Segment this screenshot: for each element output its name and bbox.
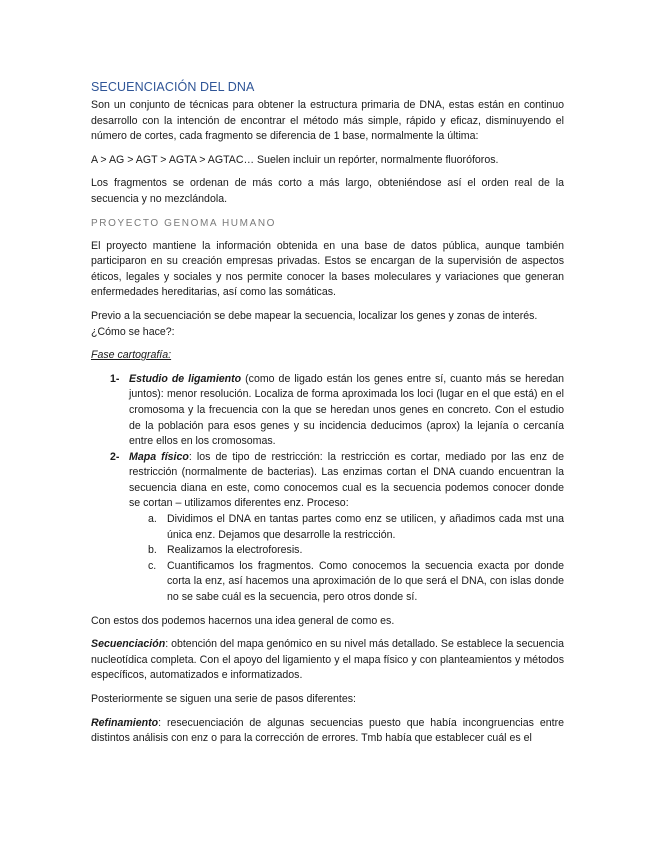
list-marker: 1- [110,372,120,385]
refinamiento-paragraph [91,716,564,747]
summary-paragraph: Con estos dos podemos hacernos una idea general de como es. [91,614,395,627]
sub-list-item [129,543,564,559]
phase-label [91,348,564,364]
refinamiento-term: Refinamiento [91,716,159,729]
sub-list-item [129,512,564,543]
phase-label-text: Fase cartografía: [91,349,172,362]
sequence-line: A > AG > AGT > AGTA > AGTAC… Suelen incluir un repórter, normalmente fluoróforos. [91,153,499,166]
steps-paragraph: Posteriormente se siguen una serie de pasos diferentes: [91,693,356,705]
intro-paragraph: Son un conjunto de técnicas para obtener la estructura primaria de DNA, estas están en continuo desarrollo con la intención de encontrar el método más simple, rápido y eficaz, disminuyendo el número de cortes, cada fragmento se diferencia de 1 base, normalmente la última: [91,99,564,143]
list-item [91,450,564,606]
sub-item-text: Dividimos el DNA en tantas partes como enz se utilicen, y añadimos cada mst una única enz. Dejamos que desarrolle la restricción. [167,513,564,541]
sub-marker: b. [148,544,157,557]
secuenciacion-term: Secuenciación [91,638,166,651]
sub-item-text: Realizamos la electroforesis. [167,544,303,557]
phase-list [91,372,564,606]
previo-paragraph: Previo a la secuenciación se debe mapear la secuencia, localizar los genes y zonas de interés. ¿Cómo se hace?: [91,309,538,338]
subheading: PROYECTO GENOMA HUMANO [91,217,277,229]
list-marker: 2- [110,450,120,463]
sub-list [129,512,564,606]
secuenciacion-paragraph [91,637,564,684]
item-text: : los de tipo de restricción: la restricción es cortar, mediado por las enz de restricción (normalmente de bacterias). Las enzimas cortan el DNA cuando encuentran la secuencia diana en este, como conocemos cual es la secuencia podemos conocer donde se cortan – utilizamos diferentes enz. Proceso: [129,450,564,510]
sub-list-item [129,559,564,606]
refinamiento-text: : resecuenciación de algunas secuencias puesto que había incongruencias entre distintos análisis con enz o para la corrección de errores. Tmb había que establecer cuál es el [91,716,564,745]
sub-marker: c. [148,559,157,572]
sub-item-text: Cuantificamos los fragmentos. Como conocemos la secuencia exacta por donde corta la enz, así hacemos una aproximación de lo que será el DNA, con islas donde no se sabe cuál es la secuencia, pero otros donde sí. [167,559,564,604]
project-paragraph: El proyecto mantiene la información obtenida en una base de datos pública, aunque también participaron en su creación empresas privadas. Estos se encargan de la supervisión de aspectos éticos, legales y sociales y nos permite conocer la bases moleculares y variaciones que generan enfermedades hereditarias, así como las somáticas. [91,239,564,299]
secuenciacion-text: : obtención del mapa genómico en su nivel más detallado. Se establece la secuencia nucleotídica completa. Con el apoyo del ligamiento y el mapa físico y con planteamientos y métodos específicos, automatizados e informatizados. [91,638,564,682]
sub-marker: a. [148,513,157,526]
section-title: SECUENCIACIÓN DEL DNA [91,80,255,94]
list-item [91,372,564,450]
item-term: Mapa físico [129,450,189,463]
item-term: Estudio de ligamiento [129,372,242,385]
order-paragraph: Los fragmentos se ordenan de más corto a más largo, obteniéndose así el orden real de la secuencia y no mezclándola. [91,177,564,205]
item-text: (como de ligado están los genes entre sí, cuanto más se heredan juntos): menor resolución. Localiza de forma aproximada los loci (lugar en el que está) en el cromosoma y la frecuencia con la que se heredan unos genes en concreto. Con el estudio de la población para esos genes y su incidencia deducimos (aprox) la lejanía o cercanía entre ellos en los cromosomas. [129,372,564,448]
